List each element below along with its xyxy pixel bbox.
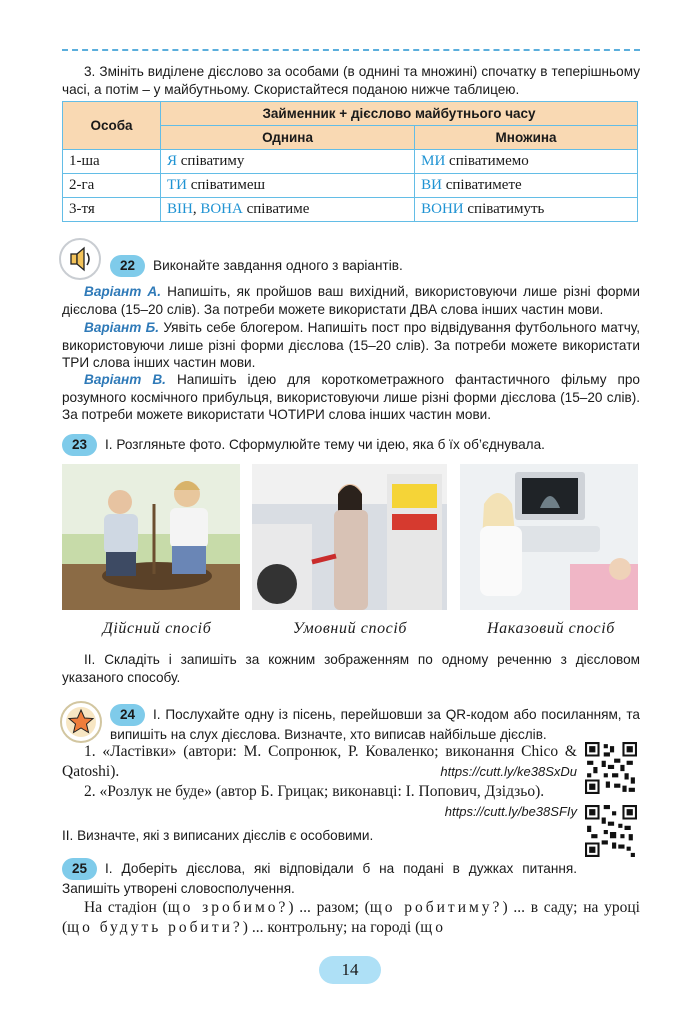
caption-conditional: Умовний спосіб — [292, 620, 408, 637]
table-cell-plural — [415, 150, 638, 174]
task22-heading — [62, 255, 640, 277]
qr-code-icon[interactable] — [585, 805, 637, 857]
table-header-plural: Множина — [415, 126, 638, 150]
photo-planting-tree — [62, 464, 240, 610]
task24-part2: II. Визначте, які з виписаних дієслів є особовими. — [62, 828, 374, 843]
task23-part2: II. Складіть і запишіть за кожним зображенням по одному реченню з дієсловом указаного способу. — [62, 652, 640, 685]
task-number-badge: 22 — [110, 255, 145, 277]
task3-text: 3. Змініть виділене дієслово за особами (в однині та множині) спочатку в теперішньому часі, а потім – у майбутньому. Скористайтеся поданою нижче таблицею. — [62, 64, 640, 97]
table-cell-person: 1-ша — [63, 150, 161, 174]
song-link[interactable]: https://cutt.ly/be38SFIy — [444, 804, 577, 819]
variant-label: Варіант Б. — [84, 320, 160, 335]
task22-title: Виконайте завдання одного з варіантів. — [153, 258, 403, 273]
star-task-icon — [60, 701, 102, 743]
task23-heading — [62, 434, 640, 456]
verb: співатимуть — [463, 201, 545, 217]
variant-b — [62, 319, 640, 372]
task-number-badge: 23 — [62, 434, 97, 456]
song-text: 2. «Розлук не буде» (автор Б. Грицак; виконавці: І. Попович, Дзідзьо). — [84, 783, 545, 800]
exercise-text: ) ... контрольну; на городі ( — [242, 919, 421, 936]
variant-c — [62, 371, 640, 424]
table-row — [63, 150, 638, 174]
question: що будуть робити? — [67, 919, 243, 936]
separator: , — [192, 201, 201, 217]
exercise-text: На стадіон ( — [84, 899, 168, 916]
table-header-singular: Однина — [161, 126, 415, 150]
table-cell-singular — [161, 198, 415, 222]
variant-text: Напишіть ідею для короткометражного фантастичного фільму про розумного космічного прибульця, використовуючи лише різні форми дієслова (15–20 слів). За потреби можете використати ЧОТИРИ слова інших частин мови. — [62, 372, 640, 422]
task24-part1: I. Послухайте одну із пісень, перейшовши за QR-кодом або посиланням, та випишіть на слух дієслова. Визначте, хто виписав найбільше дієслів. — [110, 707, 640, 742]
task-number-badge: 24 — [110, 704, 145, 726]
verb: співатиме — [242, 201, 310, 217]
pronoun: Я — [167, 153, 178, 169]
task24-heading — [110, 704, 640, 743]
table-cell-singular — [161, 174, 415, 198]
question: що — [420, 919, 446, 936]
verb: співатимеш — [187, 177, 266, 193]
task25-part1: I. Доберіть дієслова, які відповідали б на подані в дужках питання. Запишіть утворені словосполучення. — [62, 861, 577, 896]
table-header-group: Займенник + дієслово майбутнього часу — [161, 102, 638, 126]
question: що зробимо? — [167, 899, 289, 916]
page-number: 14 — [341, 960, 359, 979]
exercise-text: ) ... в саду; на уроці ( — [62, 899, 640, 936]
pronoun: ВІН — [167, 201, 193, 217]
caption-imperative: Наказовий спосіб — [487, 620, 615, 637]
task25-exercise — [62, 898, 640, 938]
verb: співатимете — [441, 177, 522, 193]
question: що робитиму? — [369, 899, 503, 916]
song-text: 1. «Ластівки» (автори: М. Сопронюк, Р. Коваленко; виконання Chico & Qatoshi). — [62, 743, 577, 780]
verb: співатиму — [177, 153, 245, 169]
task23-part1: I. Розгляньте фото. Сформулюйте тему чи ідею, яка б їх об’єднувала. — [105, 437, 545, 452]
table-header-person: Особа — [63, 102, 161, 150]
pronoun: ВИ — [421, 177, 442, 193]
task25-heading — [62, 858, 577, 897]
song-link[interactable]: https://cutt.ly/ke38SxDu — [440, 764, 577, 779]
pronoun: МИ — [421, 153, 446, 169]
exercise-text: ) ... разом; ( — [288, 899, 370, 916]
table-row — [63, 174, 638, 198]
photo-gas-station — [252, 464, 447, 610]
song-2 — [62, 782, 577, 822]
photo-ultrasound — [460, 464, 638, 610]
song-1 — [62, 742, 577, 782]
caption-indicative: Дійсний спосіб — [102, 620, 212, 637]
variant-a — [62, 283, 640, 318]
variant-label: Варіант А. — [84, 284, 162, 299]
table-cell-person: 2-га — [63, 174, 161, 198]
table-row — [63, 198, 638, 222]
star-icon — [62, 703, 100, 741]
pronoun: ВОНА — [200, 201, 243, 217]
variant-label: Варіант В. — [84, 372, 166, 387]
variant-text: Напишіть, як пройшов ваш вихідний, використовуючи лише різні форми дієслова (15–20 слів). За потреби можете використати ДВА слова інших частин мови. — [62, 284, 640, 317]
verb: співатимемо — [445, 153, 529, 169]
task-number-badge: 25 — [62, 858, 97, 880]
variant-text: Уявіть себе блогером. Напишіть пост про відвідування футбольного матчу, використовуючи лише різні форми дієслова (15–20 слів). За потреби можете використати ТРИ слова інших частин мови. — [62, 320, 640, 370]
pronoun: ВОНИ — [421, 201, 464, 217]
table-cell-singular — [161, 150, 415, 174]
conjugation-table — [62, 101, 638, 222]
qr-code-icon[interactable] — [585, 742, 637, 794]
table-cell-plural — [415, 174, 638, 198]
top-dashed-divider — [62, 49, 640, 51]
table-cell-plural — [415, 198, 638, 222]
pronoun: ТИ — [167, 177, 187, 193]
table-cell-person: 3-тя — [63, 198, 161, 222]
